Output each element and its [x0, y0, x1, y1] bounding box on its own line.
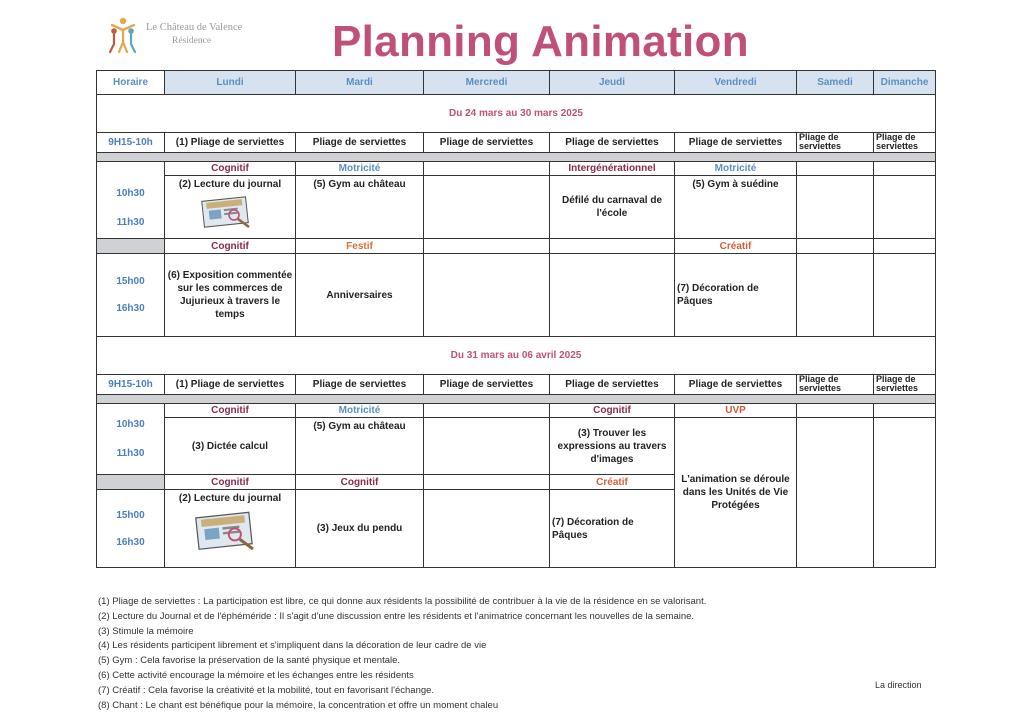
header-mercredi: Mercredi [424, 71, 550, 95]
week2-folding-mercredi: Pliage de serviettes [424, 375, 550, 395]
activity-cell [424, 176, 550, 239]
week1-folding-samedi: Pliage de serviettes [797, 133, 874, 153]
activity-cell: (7) Décoration de Pâques [675, 254, 797, 337]
category-label: Motricité [296, 404, 424, 418]
week2-afternoon-times [97, 490, 165, 568]
header-vendredi: Vendredi [675, 71, 797, 95]
time-label: 11h30 [116, 448, 145, 459]
activity-cell [797, 176, 874, 239]
week1-afternoon-activity-row [97, 254, 936, 337]
time-label: 11h30 [116, 217, 145, 228]
activity-cell [424, 418, 550, 475]
activity-cell: (7) Décoration de Pâques [550, 490, 675, 568]
category-label: Cognitif [165, 239, 296, 254]
header-jeudi: Jeudi [550, 71, 675, 95]
week2-morning-category-row [97, 404, 936, 418]
activity-cell [797, 254, 874, 337]
category-label: Cognitif [296, 475, 424, 490]
category-label: UVP [675, 404, 797, 418]
category-label [424, 239, 550, 254]
time-label: 16h30 [116, 303, 145, 314]
category-label [874, 404, 936, 418]
category-label [424, 162, 550, 176]
activity-cell: Défilé du carnaval de l'école [550, 176, 675, 239]
footnote: (2) Lecture du Journal et de l'éphéméride : Il s'agit d'une discussion entre les résidents et l'animatrice concernant les nouvelles de la semaine. [98, 610, 695, 622]
week1-folding-row [97, 133, 936, 153]
time-label: 16h30 [116, 536, 145, 548]
header-dimanche: Dimanche [874, 71, 936, 95]
week1-heading-row [97, 95, 936, 133]
category-label: Cognitif [165, 404, 296, 418]
activity-cell: (3) Dictée calcul [165, 418, 296, 475]
header-mardi: Mardi [296, 71, 424, 95]
activity-cell [797, 418, 874, 568]
category-label: Motricité [296, 162, 424, 176]
signature: La direction [875, 680, 922, 690]
category-label: Intergénérationnel [550, 162, 675, 176]
time-label: 15h00 [116, 509, 145, 521]
category-label: Cognitif [165, 475, 296, 490]
activity-cell: (5) Gym au château [296, 418, 424, 475]
week2-folding-row [97, 375, 936, 395]
activity-cell: (5) Gym à suédine [675, 176, 797, 239]
category-label [797, 162, 874, 176]
category-label [797, 239, 874, 254]
activity-cell [874, 176, 936, 239]
page-title: Planning Animation [332, 17, 749, 66]
week1-morning-times [97, 162, 165, 239]
time-label: 10h30 [116, 188, 145, 199]
activity-cell [424, 254, 550, 337]
footnotes [98, 595, 798, 713]
category-label [874, 162, 936, 176]
activity-text: (2) Lecture du journal [178, 179, 282, 190]
week2-morning-times [97, 404, 165, 475]
activity-cell: Anniversaires [296, 254, 424, 337]
category-label: Festif [296, 239, 424, 254]
week1-afternoon-category-row [97, 239, 936, 254]
week1-folding-lundi: (1) Pliage de serviettes [165, 133, 296, 153]
separator-cell [97, 475, 165, 490]
header-lundi: Lundi [165, 71, 296, 95]
activity-cell: L'animation se déroule dans les Unités de Vie Protégées [675, 418, 797, 568]
week1-afternoon-times [97, 254, 165, 337]
week1-folding-dimanche: Pliage de serviettes [874, 133, 936, 153]
week1-folding-mercredi: Pliage de serviettes [424, 133, 550, 153]
day-header-row [97, 71, 936, 95]
header-samedi: Samedi [797, 71, 874, 95]
separator-cell [97, 239, 165, 254]
people-figures-logo-icon [106, 16, 140, 54]
week2-folding-dimanche: Pliage de serviettes [874, 375, 936, 395]
footnote: (1) Pliage de serviettes : La participation est libre, ce qui donne aux résidents la possibilité de contribuer à la vie de la résidence en se valorisant. [98, 596, 707, 607]
category-label: Motricité [675, 162, 797, 176]
footnote: (6) Cette activité encourage la mémoire et les échanges entre les résidents [98, 669, 414, 681]
category-label: Créatif [675, 239, 797, 254]
planning-table [96, 70, 936, 568]
activity-cell [550, 254, 675, 337]
week2-folding-jeudi: Pliage de serviettes [550, 375, 675, 395]
activity-cell: (3) Trouver les expressions au travers d'images [550, 418, 675, 475]
footnote: (8) Chant : Le chant est bénéfique pour la mémoire, la concentration et offre un moment chaleu [98, 699, 499, 711]
activity-cell [874, 254, 936, 337]
time-label: 10h30 [116, 419, 145, 430]
week2-folding-time: 9H15-10h [97, 375, 165, 395]
week1-folding-jeudi: Pliage de serviettes [550, 133, 675, 153]
category-label [424, 475, 550, 490]
week2-morning-activity-row [97, 418, 936, 475]
footnote: (4) Les résidents participent librement et s'impliquent dans la décoration de leur cadre de vie [98, 640, 487, 652]
header-horaire: Horaire [97, 71, 165, 95]
activity-cell [165, 490, 296, 568]
footnote: (3) Stimule la mémoire [98, 625, 194, 637]
activity-cell [874, 418, 936, 568]
category-label: Cognitif [550, 404, 675, 418]
category-label [797, 404, 874, 418]
week1-folding-time: 9H15-10h [97, 133, 165, 153]
residence-logo [106, 16, 266, 56]
logo-name: Le Château de Valence [146, 22, 243, 33]
separator-row [97, 153, 936, 162]
week2-folding-samedi: Pliage de serviettes [797, 375, 874, 395]
activity-cell [424, 490, 550, 568]
week2-folding-vendredi: Pliage de serviettes [675, 375, 797, 395]
newspaper-icon [197, 195, 263, 231]
activity-cell [165, 176, 296, 239]
activity-cell: (3) Jeux du pendu [296, 490, 424, 568]
separator-row [97, 395, 936, 404]
week1-folding-vendredi: Pliage de serviettes [675, 133, 797, 153]
footnote: (5) Gym : Cela favorise la préservation de la santé physique et mentale. [98, 655, 401, 667]
week2-folding-lundi: (1) Pliage de serviettes [165, 375, 296, 395]
category-label: Cognitif [165, 162, 296, 176]
activity-text: (2) Lecture du journal [178, 493, 282, 504]
footnote: (7) Créatif : Cela favorise la créativité et la mobilité, tout en favorisant l'échange. [98, 684, 435, 696]
week1-heading: Du 24 mars au 30 mars 2025 [97, 95, 936, 133]
activity-cell: (5) Gym au château [296, 176, 424, 239]
week2-heading: Du 31 mars au 06 avril 2025 [97, 337, 936, 375]
week2-heading-row [97, 337, 936, 375]
week1-morning-activity-row [97, 176, 936, 239]
category-label [874, 239, 936, 254]
category-label [424, 404, 550, 418]
logo-subtitle: Résidence [172, 36, 212, 46]
week1-morning-category-row [97, 162, 936, 176]
newspaper-icon [190, 509, 270, 555]
week1-folding-mardi: Pliage de serviettes [296, 133, 424, 153]
category-label [550, 239, 675, 254]
week2-folding-mardi: Pliage de serviettes [296, 375, 424, 395]
category-label: Créatif [550, 475, 675, 490]
activity-cell: (6) Exposition commentée sur les commerces de Jujurieux à travers le temps [165, 254, 296, 337]
time-label: 15h00 [116, 276, 145, 287]
